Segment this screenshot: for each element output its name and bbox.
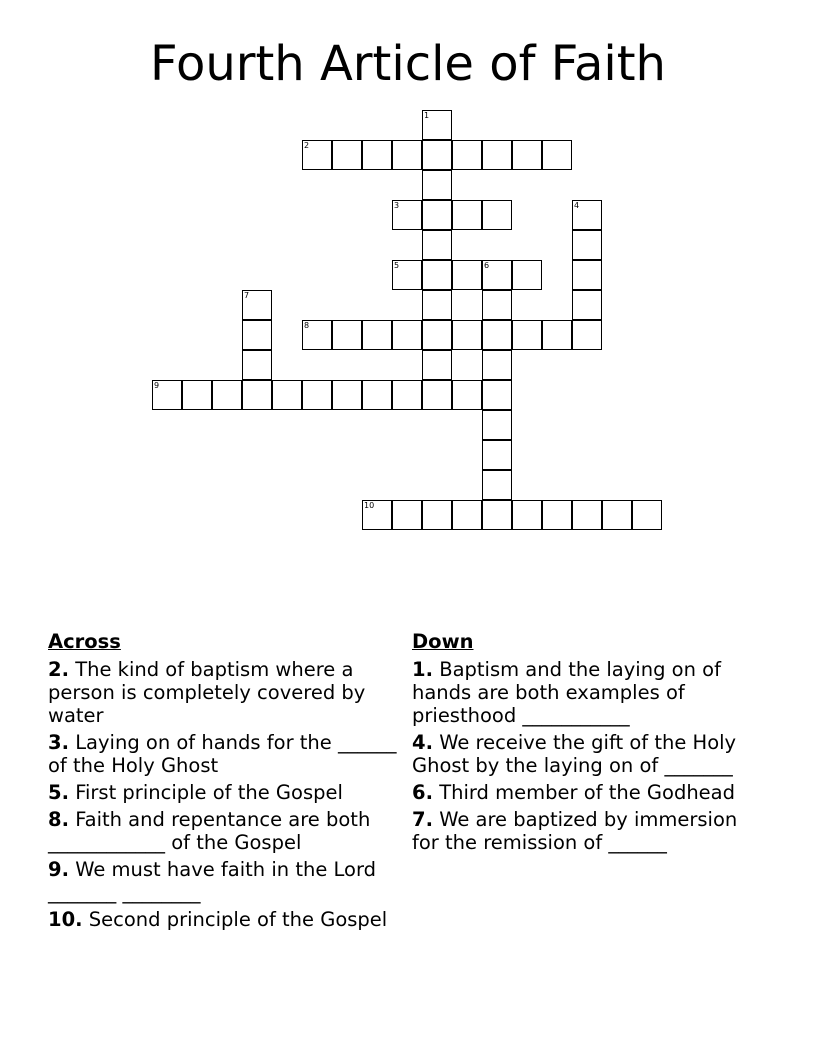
grid-cell[interactable]	[392, 140, 422, 170]
grid-cell[interactable]	[242, 290, 272, 320]
clue-text: We receive the gift of the Holy Ghost by the laying on of _______	[412, 731, 737, 777]
across-clue	[48, 731, 398, 777]
grid-cell[interactable]	[392, 320, 422, 350]
grid-cell[interactable]	[452, 260, 482, 290]
grid-cell[interactable]	[572, 500, 602, 530]
across-clue	[48, 658, 398, 727]
grid-cell[interactable]	[272, 380, 302, 410]
grid-cell[interactable]	[572, 200, 602, 230]
down-clue	[412, 731, 752, 777]
grid-cell[interactable]	[422, 500, 452, 530]
grid-cell[interactable]	[422, 350, 452, 380]
grid-cell[interactable]	[542, 500, 572, 530]
grid-cell[interactable]	[422, 290, 452, 320]
grid-cell[interactable]	[452, 200, 482, 230]
down-heading: Down	[412, 630, 474, 653]
clue-number-label: 6	[484, 261, 490, 270]
clue-text: The kind of baptism where a person is completely covered by water	[48, 658, 366, 727]
grid-cell[interactable]	[392, 500, 422, 530]
grid-cell[interactable]	[452, 500, 482, 530]
grid-cell[interactable]	[242, 350, 272, 380]
clue-text: Faith and repentance are both ____________ of the Gospel	[48, 808, 371, 854]
grid-cell[interactable]	[422, 170, 452, 200]
clue-number: 8.	[48, 808, 69, 831]
grid-cell[interactable]	[482, 440, 512, 470]
grid-cell[interactable]	[452, 380, 482, 410]
clue-number-label: 7	[244, 291, 250, 300]
grid-cell[interactable]	[482, 410, 512, 440]
grid-cell[interactable]	[362, 140, 392, 170]
grid-cell[interactable]	[482, 290, 512, 320]
grid-cell[interactable]	[512, 140, 542, 170]
grid-cell[interactable]	[422, 230, 452, 260]
grid-cell[interactable]	[212, 380, 242, 410]
grid-cell[interactable]	[362, 320, 392, 350]
grid-cell[interactable]	[332, 320, 362, 350]
grid-cell[interactable]	[332, 140, 362, 170]
clue-number-label: 9	[154, 381, 160, 390]
clue-number: 10.	[48, 908, 83, 931]
grid-cell[interactable]	[542, 320, 572, 350]
grid-cell[interactable]	[452, 320, 482, 350]
clue-text: We are baptized by immersion for the remission of ______	[412, 808, 738, 854]
clue-number: 9.	[48, 858, 69, 881]
grid-cell[interactable]	[602, 500, 632, 530]
grid-cell[interactable]	[362, 500, 392, 530]
grid-cell[interactable]	[302, 140, 332, 170]
grid-cell[interactable]	[632, 500, 662, 530]
grid-cell[interactable]	[512, 320, 542, 350]
clue-number-label: 10	[364, 501, 375, 510]
grid-cell[interactable]	[302, 320, 332, 350]
clue-number: 1.	[412, 658, 433, 681]
clue-number: 5.	[48, 781, 69, 804]
clue-number-label: 3	[394, 201, 400, 210]
down-clue	[412, 808, 752, 854]
across-clue	[48, 858, 398, 904]
clue-number: 2.	[48, 658, 69, 681]
across-clue	[48, 781, 398, 804]
across-heading: Across	[48, 630, 121, 653]
grid-cell[interactable]	[482, 260, 512, 290]
down-clue	[412, 781, 752, 804]
grid-cell[interactable]	[392, 260, 422, 290]
clue-number-label: 4	[574, 201, 580, 210]
clue-number-label: 1	[424, 111, 430, 120]
grid-cell[interactable]	[542, 140, 572, 170]
grid-cell[interactable]	[482, 380, 512, 410]
grid-cell[interactable]	[512, 260, 542, 290]
grid-cell[interactable]	[392, 200, 422, 230]
grid-cell[interactable]	[482, 320, 512, 350]
clue-text: First principle of the Gospel	[75, 781, 343, 804]
grid-cell[interactable]	[362, 380, 392, 410]
clue-text: We must have faith in the Lord _______ ________	[48, 858, 377, 904]
grid-cell[interactable]	[152, 380, 182, 410]
grid-cell[interactable]	[392, 380, 422, 410]
grid-cell[interactable]	[422, 110, 452, 140]
down-clue	[412, 658, 752, 727]
clue-number: 3.	[48, 731, 69, 754]
clue-number: 7.	[412, 808, 433, 831]
grid-cell[interactable]	[572, 320, 602, 350]
grid-cell[interactable]	[422, 380, 452, 410]
grid-cell[interactable]	[452, 140, 482, 170]
grid-cell[interactable]	[422, 260, 452, 290]
grid-cell[interactable]	[332, 380, 362, 410]
clue-text: Third member of the Godhead	[439, 781, 736, 804]
grid-cell[interactable]	[302, 380, 332, 410]
grid-cell[interactable]	[482, 470, 512, 500]
grid-cell[interactable]	[422, 140, 452, 170]
grid-cell[interactable]	[422, 200, 452, 230]
grid-cell[interactable]	[242, 380, 272, 410]
clue-text: Second principle of the Gospel	[88, 908, 388, 931]
grid-cell[interactable]	[572, 290, 602, 320]
clue-text: Baptism and the laying on of hands are both examples of priesthood ___________	[412, 658, 721, 727]
across-clue	[48, 908, 398, 931]
grid-cell[interactable]	[182, 380, 212, 410]
grid-cell[interactable]	[242, 320, 272, 350]
grid-cell[interactable]	[512, 500, 542, 530]
clue-number-label: 2	[304, 141, 310, 150]
grid-cell[interactable]	[572, 230, 602, 260]
grid-cell[interactable]	[482, 140, 512, 170]
clue-number-label: 8	[304, 321, 310, 330]
clue-number: 4.	[412, 731, 433, 754]
across-clue	[48, 808, 398, 854]
grid-cell[interactable]	[482, 200, 512, 230]
across-clues	[48, 630, 398, 935]
grid-cell[interactable]	[422, 320, 452, 350]
grid-cell[interactable]	[482, 350, 512, 380]
page-title: Fourth Article of Faith	[150, 36, 666, 92]
down-clues	[412, 630, 752, 858]
clue-text: Laying on of hands for the ______ of the Holy Ghost	[48, 731, 397, 777]
clue-number: 6.	[412, 781, 433, 804]
grid-cell[interactable]	[482, 500, 512, 530]
clue-number-label: 5	[394, 261, 400, 270]
grid-cell[interactable]	[572, 260, 602, 290]
